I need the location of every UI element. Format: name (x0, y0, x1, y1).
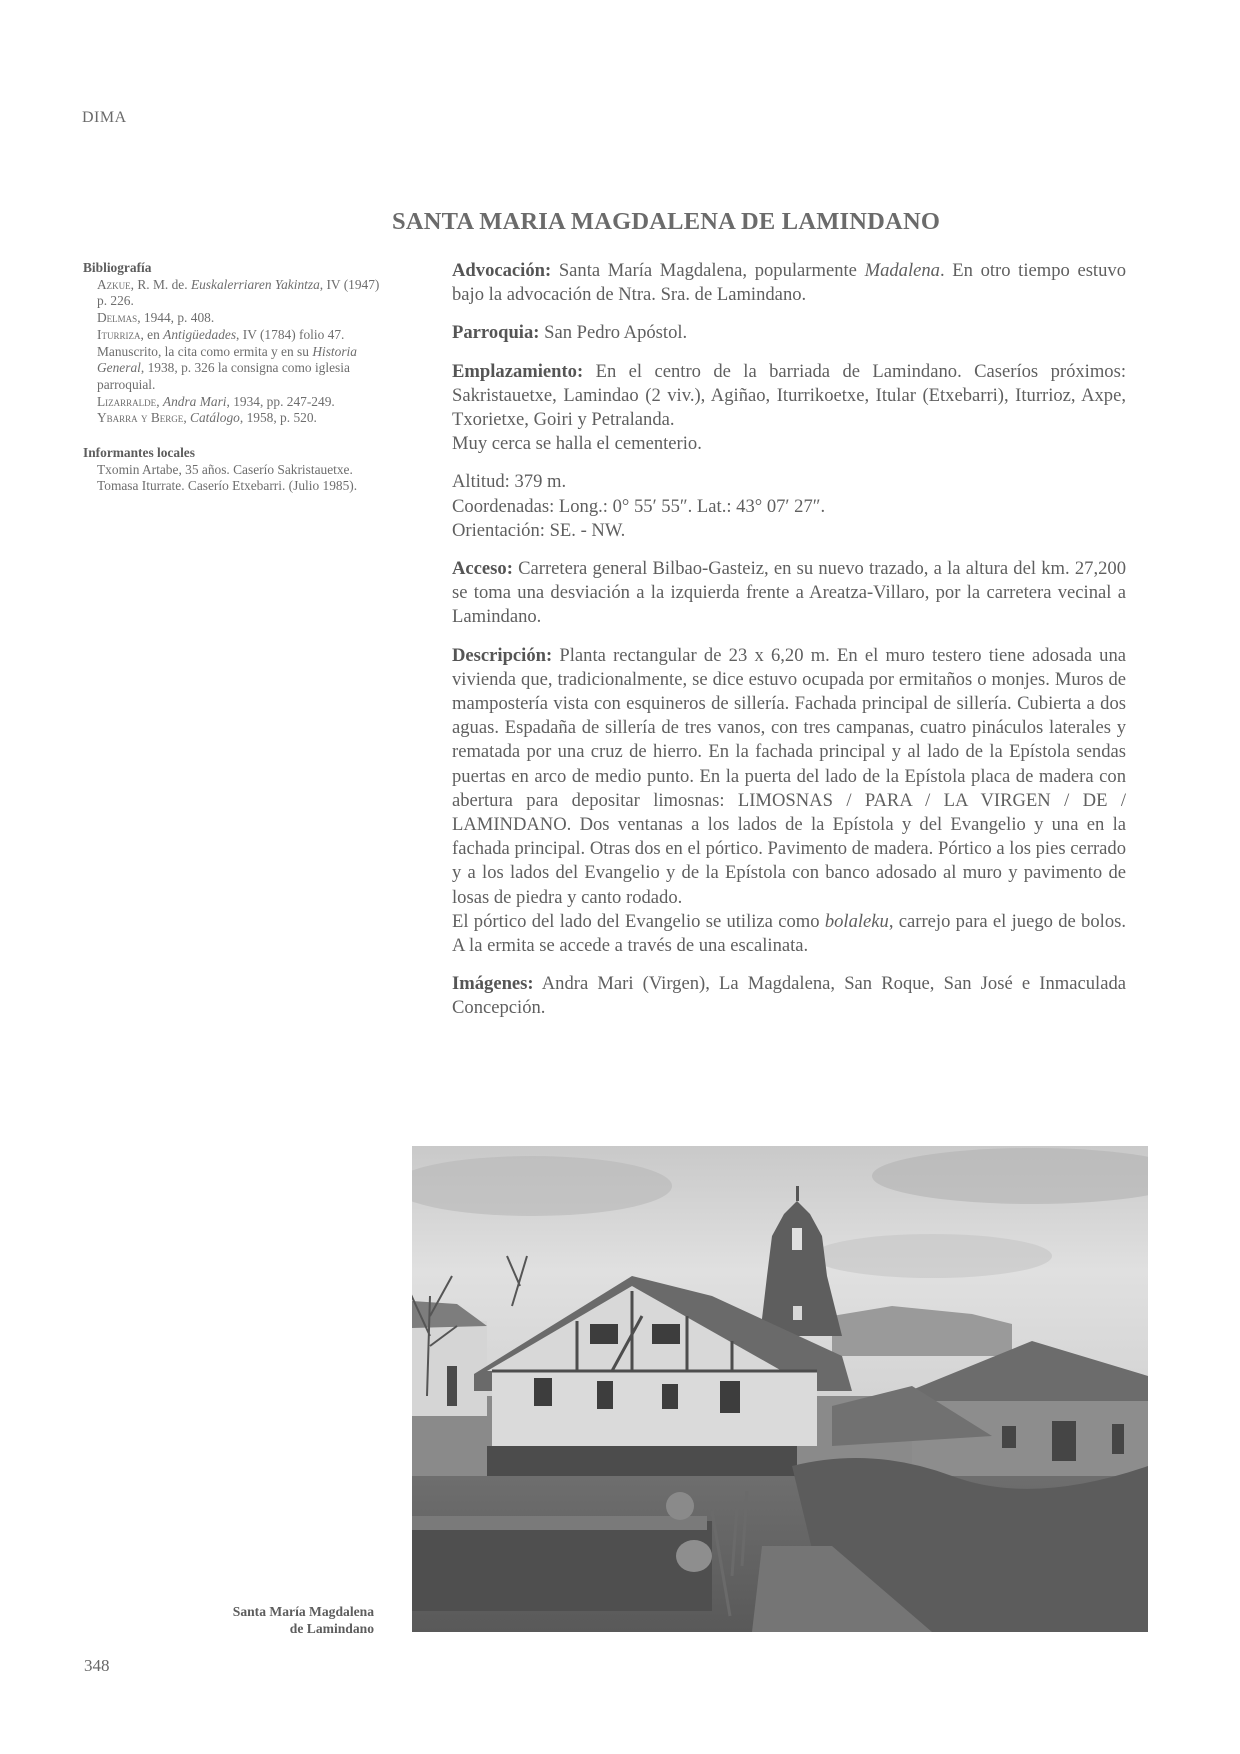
caption-line: de Lamindano (289, 1621, 374, 1636)
informants-text: Txomin Artabe, 35 años. Caserío Sakristauetxe. Tomasa Iturrate. Caserío Etxebarri. (Julio 1985). (97, 461, 358, 494)
bibliography-entry (97, 327, 383, 394)
parroquia-label: Parroquia: (452, 322, 540, 344)
parroquia-section (452, 321, 1126, 345)
left-house-door (447, 1366, 457, 1406)
emplazamiento-extra: Muy cerca se halla el cementerio. (452, 433, 702, 455)
bibliography-entry (97, 310, 383, 327)
entry-text: , 1938, p. 326 la consigna como iglesia parroquial. (97, 360, 350, 392)
page-number: 348 (84, 1656, 110, 1675)
imagenes-section (452, 972, 1126, 1020)
descripcion-section (452, 644, 1126, 959)
descripcion-text: El pórtico del lado del Evangelio se utiliza como (452, 910, 825, 932)
entry-text: , 1934, pp. 247-249. (226, 393, 335, 409)
emplazamiento-text: En el centro de la barriada de Lamindano. Caseríos próximos: Sakristauetxe, Lamindao (2 viv.), Agiñao, Iturrikoetxe, Itular (Etxebarri), Iturrioz, Axpe, Txorietxe, Goiri y Petralanda. (452, 360, 1126, 431)
entry-text: , R. M. de. (130, 276, 191, 292)
bolaleku-term: bolaleku (824, 910, 889, 932)
bibliography-heading: Bibliografía (83, 260, 152, 275)
emplazamiento-section (452, 360, 1126, 457)
entry-work: Antigüedades (163, 326, 237, 342)
imagenes-label: Imágenes: (452, 973, 534, 995)
entry-author: Azkue (97, 276, 131, 292)
bibliography-section (83, 260, 383, 427)
acceso-text: Carretera general Bilbao-Gasteiz, en su nuevo trazado, a la altura del km. 27,200 se toma una desviación a la izquierda frente a Areatza-Villaro, por la carretera vecinal a Lamindano. (452, 558, 1126, 628)
photo-caption (150, 1603, 374, 1637)
hermitage-photo (412, 1146, 1148, 1632)
bibliography-entry (97, 277, 383, 310)
stone-wall-top (412, 1516, 707, 1530)
parroquia-text: San Pedro Apóstol. (539, 322, 688, 344)
descripcion-label: Descripción: (452, 644, 553, 666)
page-title: SANTA MARIA MAGDALENA DE LAMINDANO (392, 208, 941, 235)
altitud: Altitud: 379 m. (452, 471, 567, 493)
emplazamiento-label: Emplazamiento: (452, 360, 584, 382)
wall-ball (666, 1492, 694, 1520)
entry-work: Catálogo (190, 410, 240, 426)
descripcion-text: , carrejo para el juego de bolos. A la ermita se accede a través de una escalinata. (452, 910, 1126, 957)
orientacion: Orientación: SE. - NW. (452, 519, 626, 541)
entry-text: , IV (1784) folio 47. Manuscrito, la cita como ermita y en su (97, 326, 345, 359)
entry-text: , (183, 410, 191, 426)
bibliography-list (83, 277, 383, 427)
coordenadas: Coordenadas: Long.: 0° 55′ 55″. Lat.: 43° 07′ 27″. (452, 495, 826, 517)
location-section (452, 470, 1126, 543)
entry-work: Euskalerriaren Yakintza (190, 276, 320, 292)
entry-author: Ybarra y Berge (97, 410, 184, 426)
advocacion-text: . En otro tiempo estuvo bajo la advocación de Ntra. Sra. de Lamindano. (452, 260, 1126, 306)
entry-author: Delmas (97, 310, 138, 326)
informants-section (83, 445, 383, 495)
entry-text: , 1944, p. 408. (137, 310, 215, 326)
acceso-section (452, 557, 1126, 630)
wall-ball (676, 1540, 712, 1572)
entry-work: Andra Mari (162, 393, 227, 409)
descripcion-text: Planta rectangular de 23 x 6,20 m. En el muro testero tiene adosada una vivienda que, tradicionalmente, se dice estuvo ocupada por ermitaños o monjes. Muros de mampostería vista con esquineros de sillería. Fachada principal de sillería. Cubierta a dos aguas. Espadaña de sillería de tres vanos, con tres campanas, cuatro pináculos laterales y rematada por una cruz de hierro. En la fachada principal y al lado de la Epístola sendas puertas en arco de medio punto. En la puerta del lado de la Epístola placa de madera con abertura para depositar limosnas: LIMOSNAS / PARA / LA VIRGEN / DE / LAMINDANO. Dos ventanas a los lados de la Epístola y del Evangelio y una en la fachada principal. Otras dos en el pórtico. Pavimento de madera. Pórtico a los pies cerrado y a los lados del Evangelio y de la Epístola con banco adosado al muro y pavimento de losas de piedra y canto rodado. (452, 644, 1126, 908)
advocacion-popular-name: Madalena (864, 260, 940, 281)
informants-heading: Informantes locales (83, 445, 195, 461)
entry-work: Historia General (97, 343, 357, 376)
sidebar (83, 260, 383, 495)
caption-line: Santa María Magdalena (232, 1604, 374, 1619)
advocacion-section (452, 259, 1126, 307)
cloud (812, 1234, 1052, 1278)
photo-scene (412, 1146, 1148, 1632)
acceso-label: Acceso: (452, 558, 513, 580)
advocacion-label: Advocación: (452, 260, 552, 281)
imagenes-text: Andra Mari (Virgen), La Magdalena, San Roque, San José e Inmaculada Concepción. (452, 973, 1126, 1019)
entry-text: , (156, 393, 163, 409)
entry-text: , IV (1947) p. 226. (97, 276, 380, 309)
bibliography-entry (97, 394, 383, 411)
entry-author: Lizarralde (97, 393, 157, 409)
stone-wall (412, 1521, 712, 1611)
advocacion-text: Santa María Magdalena, popularmente (551, 260, 865, 281)
entry-author: Iturriza (97, 326, 141, 342)
running-head: DIMA (82, 109, 127, 126)
bibliography-entry (97, 410, 383, 427)
entry-text: , 1958, p. 520. (239, 410, 317, 426)
main-text (452, 259, 1126, 1035)
entry-text: , en (140, 326, 164, 342)
